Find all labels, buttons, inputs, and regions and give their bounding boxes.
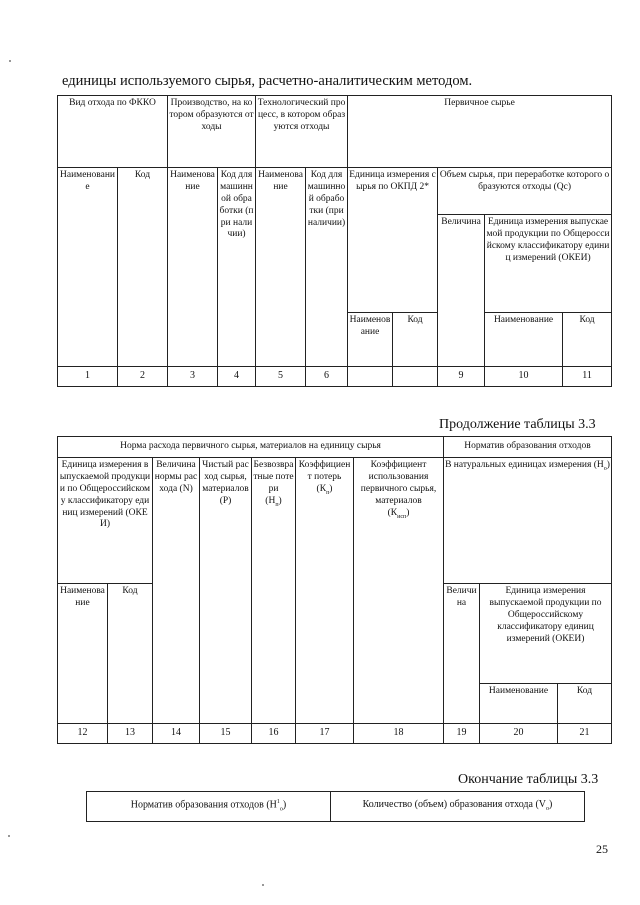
subscript: о (603, 465, 607, 472)
scan-speck (8, 835, 10, 837)
header-edinica-okei: Единица измерения выпускаемой продукции по Общероссийскому классификатору единиц измерений (ОКЕИ) (58, 458, 153, 584)
column-number: 3 (168, 367, 218, 387)
header-naimenovanie: Наименование (256, 168, 306, 367)
header-obem-syrya: Объем сырья, при переработке которого образуются отходы (Qc) (438, 168, 612, 215)
header-pervichnoe-syre: Первичное сырье (348, 96, 612, 168)
header-velichina: Величина (438, 215, 485, 367)
label-koef-isp: Коэффициент использования первичного сырья, материалов (360, 460, 437, 506)
column-number: 18 (354, 724, 444, 744)
header-kod-mashinnoi: Код для машинной обработки (при наличии) (306, 168, 348, 367)
page-number: 25 (596, 842, 608, 856)
section-heading: единицы используемого сырья, расчетно-аналитическим методом. (62, 73, 473, 89)
column-number (348, 367, 393, 387)
label-bezvozvratnye: Безвозвратные потери (253, 460, 294, 494)
symbol-kisp: К (390, 507, 398, 518)
symbol-hp: Н (268, 495, 276, 506)
header-kod: Код (108, 584, 153, 724)
column-number: 16 (252, 724, 296, 744)
header-proizvodstvo: Производство, на котором образуются отходы (168, 96, 256, 168)
header-velichina: Величина (444, 584, 480, 724)
header-kod-mashinnoi: Код для машинной обработки (при наличии) (218, 168, 256, 367)
header-kod: Код (393, 313, 438, 367)
column-number: 15 (200, 724, 252, 744)
header-naimenovanie: Наименование (168, 168, 218, 367)
caption-okonchanie: Окончание таблицы 3.3 (458, 772, 599, 787)
symbol-h1o: Н (269, 799, 277, 811)
column-number: 17 (296, 724, 354, 744)
header-koef-poter: Коэффициент потерь $(К_п)$ (296, 458, 354, 724)
column-number: 11 (563, 367, 612, 387)
header-bezvozvratnye-poteri: Безвозвратные потери $(Н_п)$ (252, 458, 296, 724)
header-naimenovanie: Наименование (348, 313, 393, 367)
column-number: 21 (558, 724, 612, 744)
header-naimenovanie: Наименование (58, 584, 108, 724)
column-number: 2 (118, 367, 168, 387)
column-number: 19 (444, 724, 480, 744)
symbol-kp: К (319, 483, 327, 494)
label-kolichestvo: Количество (объем) образования отхода (362, 799, 533, 811)
subscript: исп (397, 513, 407, 520)
header-chisty-rashod: Чистый расход сырья, материалов (Р) (200, 458, 252, 724)
scan-speck (9, 60, 11, 62)
scan-speck (262, 884, 264, 886)
header-kod: Код (118, 168, 168, 367)
cell-normativ-obrazovaniya: Норматив образования отходов $(Н^1_о)$ (87, 792, 331, 822)
header-kod: Код (563, 313, 612, 367)
column-number: 20 (480, 724, 558, 744)
table-3-3-part1 (57, 95, 612, 387)
column-number: 9 (438, 367, 485, 387)
header-kod: Код (558, 684, 612, 724)
subscript: о (279, 806, 283, 813)
column-number: 13 (108, 724, 153, 744)
label-naturalnye: В натуральных единицах измерения (445, 460, 592, 470)
subscript: п (275, 501, 279, 508)
header-naimenovanie: Наименование (58, 168, 118, 367)
subscript: о (546, 806, 550, 813)
label-normativ: Норматив образования отходов (130, 799, 264, 811)
cell-kolichestvo-obrazovaniya: Количество (объем) образования отхода $(V_о)$ (331, 792, 585, 822)
superscript: 1 (276, 799, 280, 806)
table-3-3-part2 (57, 436, 612, 744)
symbol-vo: V (538, 799, 547, 811)
column-number (393, 367, 438, 387)
column-number: 1 (58, 367, 118, 387)
symbol-ho: Н (596, 460, 604, 470)
header-norma-rashoda: Норма расхода первичного сырья, материалов на единицу сырья (58, 437, 444, 458)
header-naturalnye-edinicy: В натуральных единицах измерения $(Н_о)$ (444, 458, 612, 584)
column-number: 4 (218, 367, 256, 387)
subscript: п (326, 489, 330, 496)
column-number: 12 (58, 724, 108, 744)
header-tehprocess: Технологический процесс, в котором образуются отходы (256, 96, 348, 168)
column-number: 10 (485, 367, 563, 387)
column-number: 14 (153, 724, 200, 744)
header-normativ-obrazovaniya: Норматив образования отходов (444, 437, 612, 458)
header-edinica-okei: Единица измерения выпускаемой продукции по Общероссийскому классификатору единиц измерений (ОКЕИ) (480, 584, 612, 684)
header-koef-ispolzovaniya: Коэффициент использования первичного сырья, материалов $(К_{исп})$ (354, 458, 444, 724)
column-number: 5 (256, 367, 306, 387)
label-koef-poter: Коэффициент потерь (298, 460, 351, 482)
header-velichina-normy: Величина нормы расхода (N) (153, 458, 200, 724)
table-3-3-part3 (86, 791, 585, 822)
header-edinica-okpd: Единица измерения сырья по ОКПД 2* (348, 168, 438, 313)
header-naimenovanie: Наименование (485, 313, 563, 367)
header-naimenovanie: Наименование (480, 684, 558, 724)
header-edinica-okei: Единица измерения выпускаемой продукции по Общероссийскому классификатору единиц измерений (ОКЕИ) (485, 215, 612, 313)
header-vid-othoda: Вид отхода по ФККО (58, 96, 168, 168)
column-number: 6 (306, 367, 348, 387)
caption-prodolzhenie: Продолжение таблицы 3.3 (439, 417, 596, 432)
